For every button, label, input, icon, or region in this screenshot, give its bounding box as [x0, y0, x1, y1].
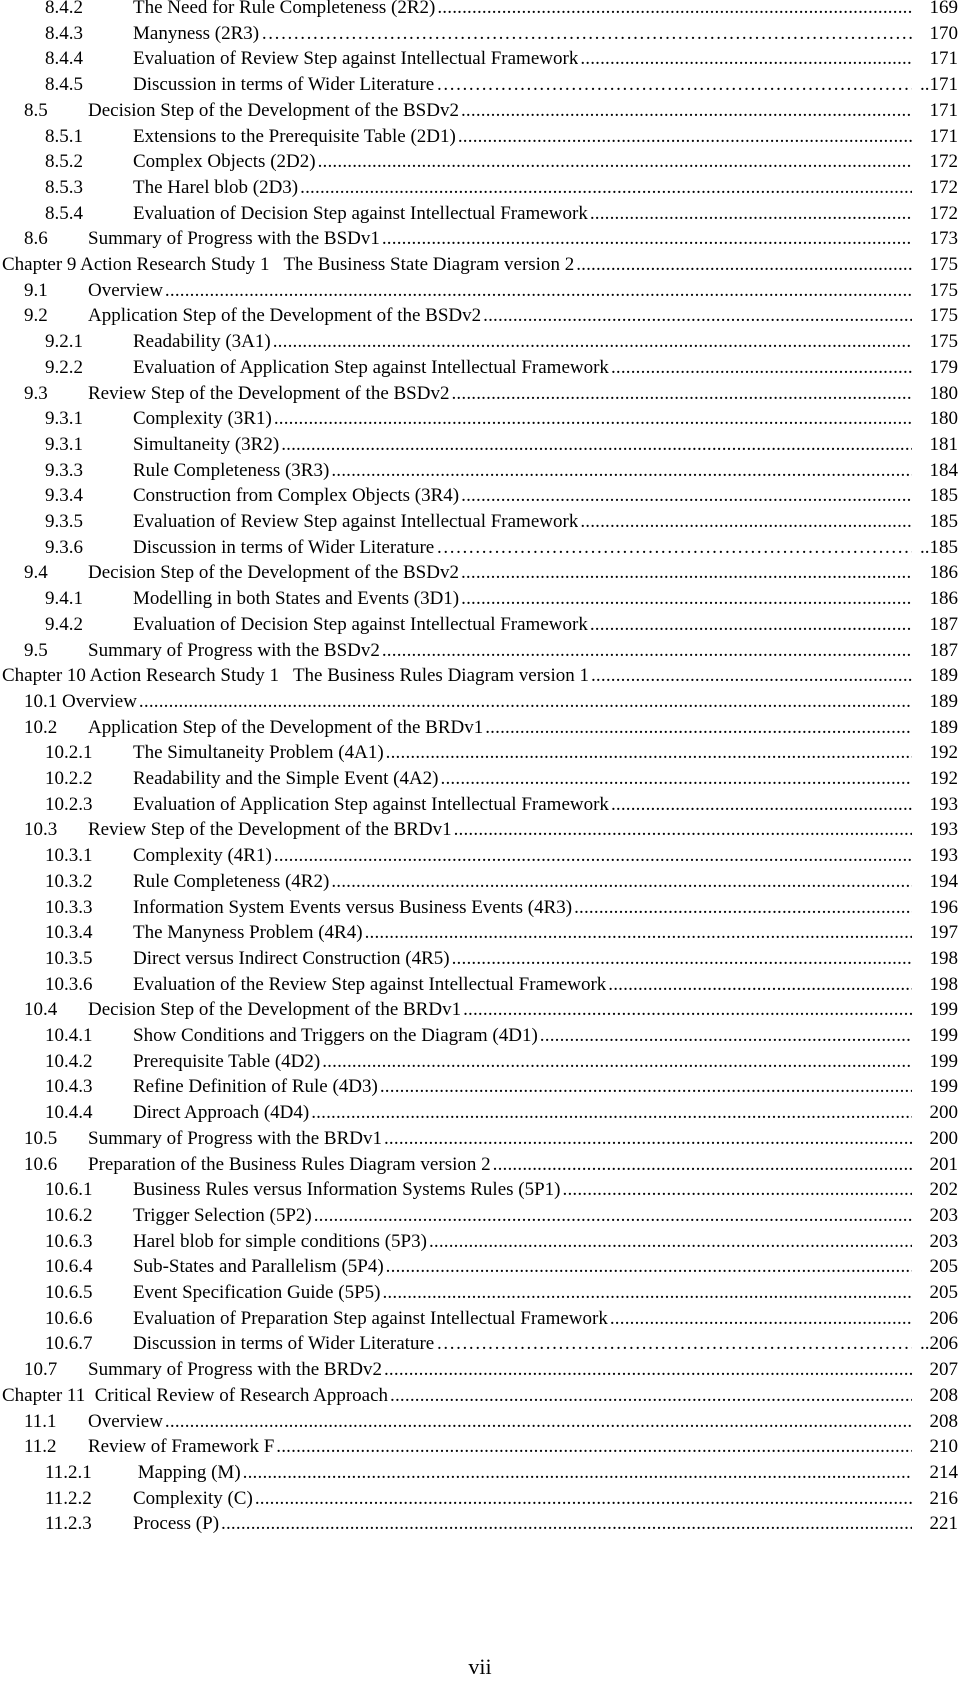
toc-entry-number: 10.5	[24, 1127, 58, 1149]
toc-entry-title: Discussion in terms of Wider Literature	[133, 1333, 435, 1355]
toc-entry-number: 10.6.3	[45, 1230, 93, 1252]
toc-entry-number: 9.4	[24, 562, 48, 584]
toc-entry-title: Direct versus Indirect Construction (4R5)	[133, 947, 450, 969]
toc-entry-page: 173	[929, 228, 958, 250]
toc-entry-number: 9.3.6	[45, 536, 83, 558]
toc-entry-title: Chapter 11 Critical Review of Research Approach	[2, 1384, 389, 1406]
toc-entry-number: 10.4.2	[45, 1050, 93, 1072]
dot-leader	[458, 124, 912, 150]
toc-entry-title: Show Conditions and Triggers on the Diagram (4D1)	[133, 1025, 538, 1046]
toc-entry-page: 206	[929, 1307, 958, 1329]
toc-entry-page: 169	[929, 0, 958, 18]
toc-entry-title: Trigger Selection (5P2)	[133, 1204, 312, 1226]
toc-entry-title: Harel blob for simple conditions (5P3)	[133, 1230, 427, 1252]
toc-entry-page: 185	[929, 511, 958, 532]
toc-entry-number: 8.5.1	[45, 125, 83, 147]
toc-entry-number: 10.2.3	[45, 793, 93, 815]
toc-entry-number: 8.5.2	[45, 151, 83, 173]
toc-entry-title: The Manyness Problem (4R4)	[133, 922, 363, 944]
toc-entry-title: The Harel blob (2D3)	[133, 176, 299, 198]
toc-entry-title: Prerequisite Table (4D2)	[133, 1050, 321, 1072]
toc-entry-title: Event Specification Guide (5P5)	[133, 1282, 381, 1303]
dot-leader	[274, 406, 912, 432]
toc-entry-page: ..185	[920, 536, 958, 558]
toc-entry-page: 205	[929, 1256, 958, 1278]
toc-entry-number: 9.3	[24, 382, 48, 404]
toc-entry-title: Evaluation of Decision Step against Intellectual Framework	[133, 613, 588, 635]
toc-entry-title: Simultaneity (3R2)	[133, 433, 280, 455]
page-number: vii	[468, 1654, 492, 1679]
dot-leader	[384, 1357, 912, 1383]
toc-entry-number: 10.3	[24, 819, 58, 841]
toc-entry-number: 8.5.3	[45, 176, 83, 198]
dot-leader	[574, 895, 912, 921]
dot-leader	[261, 21, 912, 47]
toc-entry-number: 9.1	[24, 279, 48, 301]
toc-entry-number: 9.2	[24, 305, 48, 327]
dot-leader	[221, 1511, 912, 1537]
toc-entry[interactable]	[0, 149, 960, 175]
toc-entry-title: Evaluation of Review Step against Intellectual Framework	[133, 511, 579, 532]
toc-entry[interactable]	[0, 124, 960, 150]
toc-entry-page: 171	[929, 125, 958, 147]
toc-entry[interactable]	[0, 715, 960, 741]
toc-entry-number: 8.4.2	[45, 0, 83, 18]
dot-leader	[485, 715, 912, 741]
toc-entry[interactable]	[0, 329, 960, 355]
toc-entry-title: Readability (3A1)	[133, 331, 271, 353]
toc-entry-page: 175	[929, 279, 958, 301]
dot-leader	[580, 46, 912, 72]
toc-entry-number: 9.2.2	[45, 356, 83, 378]
dot-leader	[576, 252, 912, 278]
toc-entry[interactable]	[0, 1100, 960, 1126]
dot-leader	[390, 1383, 912, 1409]
toc-entry-number: 9.3.1	[45, 433, 83, 455]
toc-entry[interactable]	[0, 817, 960, 843]
dot-leader	[461, 560, 912, 586]
toc-entry-title: Overview	[88, 1410, 163, 1432]
toc-entry[interactable]	[0, 1434, 960, 1460]
toc-entry[interactable]	[0, 381, 960, 407]
toc-entry-title: Review Step of the Development of the BSDv2	[88, 382, 450, 404]
toc-entry-number: 10.4.4	[45, 1102, 93, 1124]
toc-entry-number: 10.6	[24, 1153, 58, 1175]
toc-entry-page: 199	[929, 1050, 958, 1072]
toc-entry-title: Complex Objects (2D2)	[133, 151, 316, 173]
toc-entry[interactable]	[0, 1306, 960, 1332]
toc-entry-page: 194	[929, 870, 958, 892]
toc-entry-number: 10.7	[24, 1359, 58, 1381]
toc-entry-title: Application Step of the Development of the BSDv2	[88, 305, 482, 327]
toc-entry-page: 208	[929, 1410, 958, 1432]
dot-leader	[580, 509, 912, 535]
toc-entry-page: 221	[929, 1513, 958, 1535]
toc-entry-title: Summary of Progress with the BRDv2	[88, 1359, 382, 1381]
toc-entry[interactable]	[0, 432, 960, 458]
toc-entry-page: 180	[929, 382, 958, 404]
toc-entry-page: 175	[929, 254, 958, 275]
toc-entry-title: Complexity (4R1)	[133, 845, 272, 867]
toc-entry-title: Review of Framework F	[88, 1436, 275, 1458]
toc-entry[interactable]	[0, 252, 960, 278]
toc-entry-number: 9.5	[24, 639, 48, 661]
dot-leader	[382, 1280, 912, 1306]
toc-entry-page: 175	[929, 305, 958, 327]
toc-entry-title: Evaluation of Application Step against Intellectual Framework	[133, 793, 609, 815]
toc-entry[interactable]	[0, 98, 960, 124]
toc-entry[interactable]	[0, 1486, 960, 1512]
toc-entry-number: 9.3.1	[45, 408, 83, 430]
dot-leader	[281, 432, 912, 458]
toc-entry-page: 170	[929, 22, 958, 44]
toc-entry-page: 189	[929, 665, 958, 687]
toc-entry-page: 200	[929, 1127, 958, 1149]
dot-leader	[318, 149, 912, 175]
dot-leader	[540, 1023, 912, 1049]
dot-leader	[382, 226, 912, 252]
toc-entry-number: 9.3.4	[45, 485, 83, 507]
toc-entry[interactable]	[0, 1203, 960, 1229]
dot-leader	[300, 175, 912, 201]
dot-leader	[165, 1409, 912, 1435]
toc-entry[interactable]	[0, 586, 960, 612]
toc-entry[interactable]	[0, 535, 960, 561]
toc-entry-number: 10.6.1	[45, 1179, 93, 1201]
dot-leader	[590, 612, 912, 638]
toc-entry-title: Rule Completeness (3R3)	[133, 459, 330, 481]
toc-entry-title: Process (P)	[133, 1513, 220, 1535]
toc-entry-title: Evaluation of Preparation Step against Intellectual Framework	[133, 1307, 608, 1329]
toc-entry-title: Refine Definition of Rule (4D3)	[133, 1076, 378, 1098]
toc-entry-page: 202	[929, 1179, 958, 1201]
toc-entry[interactable]	[0, 1229, 960, 1255]
dot-leader	[436, 535, 912, 561]
dot-leader	[382, 638, 912, 664]
toc-entry-number: 9.3.3	[45, 459, 83, 481]
toc-entry[interactable]	[0, 1460, 960, 1486]
toc-entry-title: Discussion in terms of Wider Literature	[133, 74, 435, 96]
toc-entry-title: The Need for Rule Completeness (2R2)	[133, 0, 436, 18]
toc-entry[interactable]	[0, 638, 960, 664]
toc-entry[interactable]	[0, 1023, 960, 1049]
dot-leader	[165, 278, 912, 304]
toc-entry-title: Discussion in terms of Wider Literature	[133, 536, 435, 558]
toc-entry[interactable]	[0, 1383, 960, 1409]
toc-entry-page: 175	[929, 331, 958, 353]
toc-entry-title: Decision Step of the Development of the BSDv2	[88, 562, 459, 584]
toc-entry-title: Extensions to the Prerequisite Table (2D1)	[133, 125, 456, 147]
dot-leader	[274, 843, 912, 869]
toc-entry-title: Summary of Progress with the BSDv2	[88, 639, 380, 661]
toc-entry[interactable]	[0, 0, 960, 21]
toc-entry-number: 8.5.4	[45, 202, 83, 224]
toc-entry-number: 10.2.2	[45, 768, 93, 789]
toc-entry-title: The Simultaneity Problem (4A1)	[133, 742, 384, 764]
toc-entry-title: 10.1 Overview	[24, 690, 137, 712]
toc-entry-page: 180	[929, 408, 958, 430]
toc-entry-title: Summary of Progress with the BRDv1	[88, 1127, 382, 1149]
toc-entry-number: 10.6.4	[45, 1256, 93, 1278]
dot-leader	[429, 1229, 912, 1255]
toc-entry-page: 199	[929, 1076, 958, 1098]
toc-entry[interactable]	[0, 946, 960, 972]
dot-leader	[563, 1177, 913, 1203]
dot-leader	[331, 869, 912, 895]
toc-entry[interactable]	[0, 1126, 960, 1152]
dot-leader	[452, 946, 912, 972]
dot-leader	[611, 792, 912, 818]
toc-entry-number: 11.2.1	[45, 1461, 92, 1483]
toc-entry-page: 208	[929, 1384, 958, 1406]
toc-entry[interactable]	[0, 355, 960, 381]
toc-entry-number: 10.6.7	[45, 1333, 93, 1355]
toc-entry-page: 205	[929, 1282, 958, 1303]
toc-entry-title: Review Step of the Development of the BRDv1	[88, 819, 452, 841]
toc-entry-title: Evaluation of Decision Step against Intellectual Framework	[133, 202, 588, 224]
toc-entry-number: 8.5	[24, 99, 48, 121]
toc-entry-page: 185	[929, 485, 958, 507]
toc-entry-number: 9.4.1	[45, 588, 83, 610]
toc-entry-page: 198	[929, 947, 958, 969]
dot-leader	[436, 72, 912, 98]
toc-entry-number: 10.6.6	[45, 1307, 93, 1329]
toc-entry-title: Decision Step of the Development of the BRDv1	[88, 999, 462, 1021]
toc-entry-number: 11.2.2	[45, 1487, 92, 1509]
toc-entry-number: 9.3.5	[45, 511, 83, 532]
dot-leader	[380, 1074, 912, 1100]
toc-entry-title: Evaluation of Review Step against Intellectual Framework	[133, 48, 579, 70]
toc-entry-page: 203	[929, 1230, 958, 1252]
dot-leader	[273, 329, 912, 355]
toc-entry-page: ..206	[920, 1333, 958, 1355]
toc-entry-number: 8.4.4	[45, 48, 83, 70]
toc-entry-page: 214	[929, 1461, 958, 1483]
toc-entry-page: 197	[929, 922, 958, 944]
toc-entry[interactable]	[0, 509, 960, 535]
dot-leader	[311, 1100, 912, 1126]
toc-entry[interactable]	[0, 766, 960, 792]
dot-leader	[461, 483, 912, 509]
toc-entry-page: 184	[929, 459, 958, 481]
toc-entry-number: 10.6.2	[45, 1204, 93, 1226]
toc-entry-title: Construction from Complex Objects (3R4)	[133, 485, 460, 507]
toc-entry-page: 172	[929, 151, 958, 173]
toc-entry-number: 10.2.1	[45, 742, 93, 764]
dot-leader	[483, 303, 912, 329]
dot-leader	[461, 98, 912, 124]
toc-entry-title: Chapter 9 Action Research Study 1 The Business State Diagram version 2	[2, 254, 575, 275]
toc-entry-number: 10.6.5	[45, 1282, 93, 1303]
toc-entry-page: 172	[929, 176, 958, 198]
toc-entry-number: 10.3.1	[45, 845, 93, 867]
toc-entry[interactable]	[0, 920, 960, 946]
toc-entry-number: 11.1	[24, 1410, 57, 1432]
toc-entry-page: 189	[929, 690, 958, 712]
toc-entry-title: Overview	[88, 279, 163, 301]
toc-entry-number: 10.3.5	[45, 947, 93, 969]
dot-leader	[276, 1434, 912, 1460]
toc-entry-title: Evaluation of the Review Step against Intellectual Framework	[133, 973, 607, 995]
toc-entry-title: Preparation of the Business Rules Diagram version 2	[88, 1153, 491, 1175]
toc-entry-page: 171	[929, 48, 958, 70]
toc-entry-page: 207	[929, 1359, 958, 1381]
toc-entry-title: Complexity (C)	[133, 1487, 253, 1509]
toc-entry-title: Complexity (3R1)	[133, 408, 272, 430]
toc-entry-page: 192	[929, 768, 958, 789]
toc-entry[interactable]	[0, 72, 960, 98]
toc-entry[interactable]	[0, 1177, 960, 1203]
toc-entry[interactable]	[0, 1254, 960, 1280]
toc-entry-page: 193	[929, 845, 958, 867]
toc-entry[interactable]	[0, 612, 960, 638]
dot-leader	[386, 740, 912, 766]
dot-leader	[461, 586, 912, 612]
toc-entry-title: Business Rules versus Information Systems Rules (5P1)	[133, 1179, 561, 1201]
toc-entry-number: 9.4.2	[45, 613, 83, 635]
toc-entry-number: 10.4.1	[45, 1025, 93, 1046]
dot-leader	[436, 1331, 912, 1357]
dot-leader	[365, 920, 912, 946]
toc-entry[interactable]	[0, 201, 960, 227]
toc-entry-page: 179	[929, 356, 958, 378]
dot-leader	[591, 663, 912, 689]
toc-entry[interactable]	[0, 175, 960, 201]
toc-entry-number: 10.3.2	[45, 870, 93, 892]
dot-leader	[590, 201, 912, 227]
toc-entry-page: 193	[929, 793, 958, 815]
toc-entry-title: Application Step of the Development of the BRDv1	[88, 716, 484, 738]
dot-leader	[451, 381, 912, 407]
toc-entry[interactable]	[0, 458, 960, 484]
toc-entry-number: 10.4	[24, 999, 58, 1021]
toc-entry[interactable]	[0, 740, 960, 766]
toc-entry-title: Chapter 10 Action Research Study 1 The Business Rules Diagram version 1	[2, 665, 589, 687]
toc-entry-number: 10.4.3	[45, 1076, 93, 1098]
toc-entry-title: Evaluation of Application Step against Intellectual Framework	[133, 356, 609, 378]
dot-leader	[384, 1126, 912, 1152]
toc-entry[interactable]	[0, 278, 960, 304]
toc-entry-page: 187	[929, 639, 958, 661]
toc-entry-page: 189	[929, 716, 958, 738]
toc-entry-title: Summary of Progress with the BSDv1	[88, 228, 380, 250]
toc-entry[interactable]	[0, 895, 960, 921]
toc-entry[interactable]	[0, 1049, 960, 1075]
toc-entry[interactable]	[0, 226, 960, 252]
toc-entry-page: 199	[929, 999, 958, 1021]
toc-entry-title: Readability and the Simple Event (4A2)	[133, 768, 439, 789]
toc-entry[interactable]	[0, 1280, 960, 1306]
dot-leader	[441, 766, 912, 792]
toc-entry-number: 11.2	[24, 1436, 57, 1458]
dot-leader	[463, 997, 912, 1023]
toc-entry[interactable]	[0, 483, 960, 509]
toc-entry[interactable]	[0, 663, 960, 689]
toc-entry[interactable]	[0, 997, 960, 1023]
dot-leader	[493, 1152, 912, 1178]
toc-entry[interactable]	[0, 792, 960, 818]
toc-entry-page: 171	[929, 99, 958, 121]
toc-entry-page: 181	[929, 433, 958, 455]
toc-entry-page: 201	[929, 1153, 958, 1175]
toc-entry-number: 11.2.3	[45, 1513, 92, 1535]
toc-entry-number: 10.3.4	[45, 922, 93, 944]
dot-leader	[314, 1203, 912, 1229]
toc-entry[interactable]	[0, 46, 960, 72]
toc-entry[interactable]	[0, 1331, 960, 1357]
toc-entry[interactable]	[0, 972, 960, 998]
toc-entry-page: 210	[929, 1436, 958, 1458]
dot-leader	[437, 0, 912, 21]
toc-entry-page: 196	[929, 896, 958, 918]
toc-entry-page: 199	[929, 1025, 958, 1046]
toc-entry[interactable]	[0, 869, 960, 895]
dot-leader	[610, 1306, 912, 1332]
toc-entry-title: Sub-States and Parallelism (5P4)	[133, 1256, 384, 1278]
toc-entry-number: 9.2.1	[45, 331, 83, 353]
toc-entry-number: 8.4.3	[45, 22, 83, 44]
dot-leader	[243, 1460, 912, 1486]
dot-leader	[255, 1486, 912, 1512]
toc-entry-page: 200	[929, 1102, 958, 1124]
toc-entry[interactable]	[0, 1511, 960, 1537]
toc-entry-number: 8.6	[24, 228, 48, 250]
toc-entry-page: 193	[929, 819, 958, 841]
toc-entry-page: ..171	[920, 74, 958, 96]
toc-entry-number: 10.2	[24, 716, 58, 738]
toc-entry-number: 10.3.3	[45, 896, 93, 918]
toc-entry[interactable]	[0, 1074, 960, 1100]
toc-entry[interactable]	[0, 689, 960, 715]
toc-entry-page: 172	[929, 202, 958, 224]
dot-leader	[611, 355, 912, 381]
toc-entry-title: Rule Completeness (4R2)	[133, 870, 330, 892]
toc-entry-page: 198	[929, 973, 958, 995]
toc-entry-title: Modelling in both States and Events (3D1)	[133, 588, 460, 610]
toc-entry-page: 203	[929, 1204, 958, 1226]
dot-leader	[322, 1049, 912, 1075]
toc-entry-number: 8.4.5	[45, 74, 83, 96]
dot-leader	[331, 458, 912, 484]
toc-entry[interactable]	[0, 1409, 960, 1435]
dot-leader	[386, 1254, 912, 1280]
toc-entry-page: 186	[929, 588, 958, 610]
toc-entry-number: 10.3.6	[45, 973, 93, 995]
toc-entry[interactable]	[0, 406, 960, 432]
toc-entry-title: Mapping (M)	[133, 1461, 241, 1483]
dot-leader	[454, 817, 912, 843]
toc-entry-page: 186	[929, 562, 958, 584]
toc-entry[interactable]	[0, 843, 960, 869]
toc-entry[interactable]	[0, 21, 960, 47]
toc-entry-title: Manyness (2R3)	[133, 22, 260, 44]
toc-entry-page: 192	[929, 742, 958, 764]
toc-entry-title: Information System Events versus Business Events (4R3)	[133, 896, 573, 918]
toc-entry-title: Decision Step of the Development of the BSDv2	[88, 99, 459, 121]
toc-entry-title: Direct Approach (4D4)	[133, 1102, 310, 1124]
dot-leader	[139, 689, 912, 715]
toc-entry[interactable]	[0, 1152, 960, 1178]
dot-leader	[608, 972, 912, 998]
toc-entry-page: 216	[929, 1487, 958, 1509]
toc-entry[interactable]	[0, 303, 960, 329]
toc-entry[interactable]	[0, 1357, 960, 1383]
toc-entry[interactable]	[0, 560, 960, 586]
toc-entry-page: 187	[929, 613, 958, 635]
